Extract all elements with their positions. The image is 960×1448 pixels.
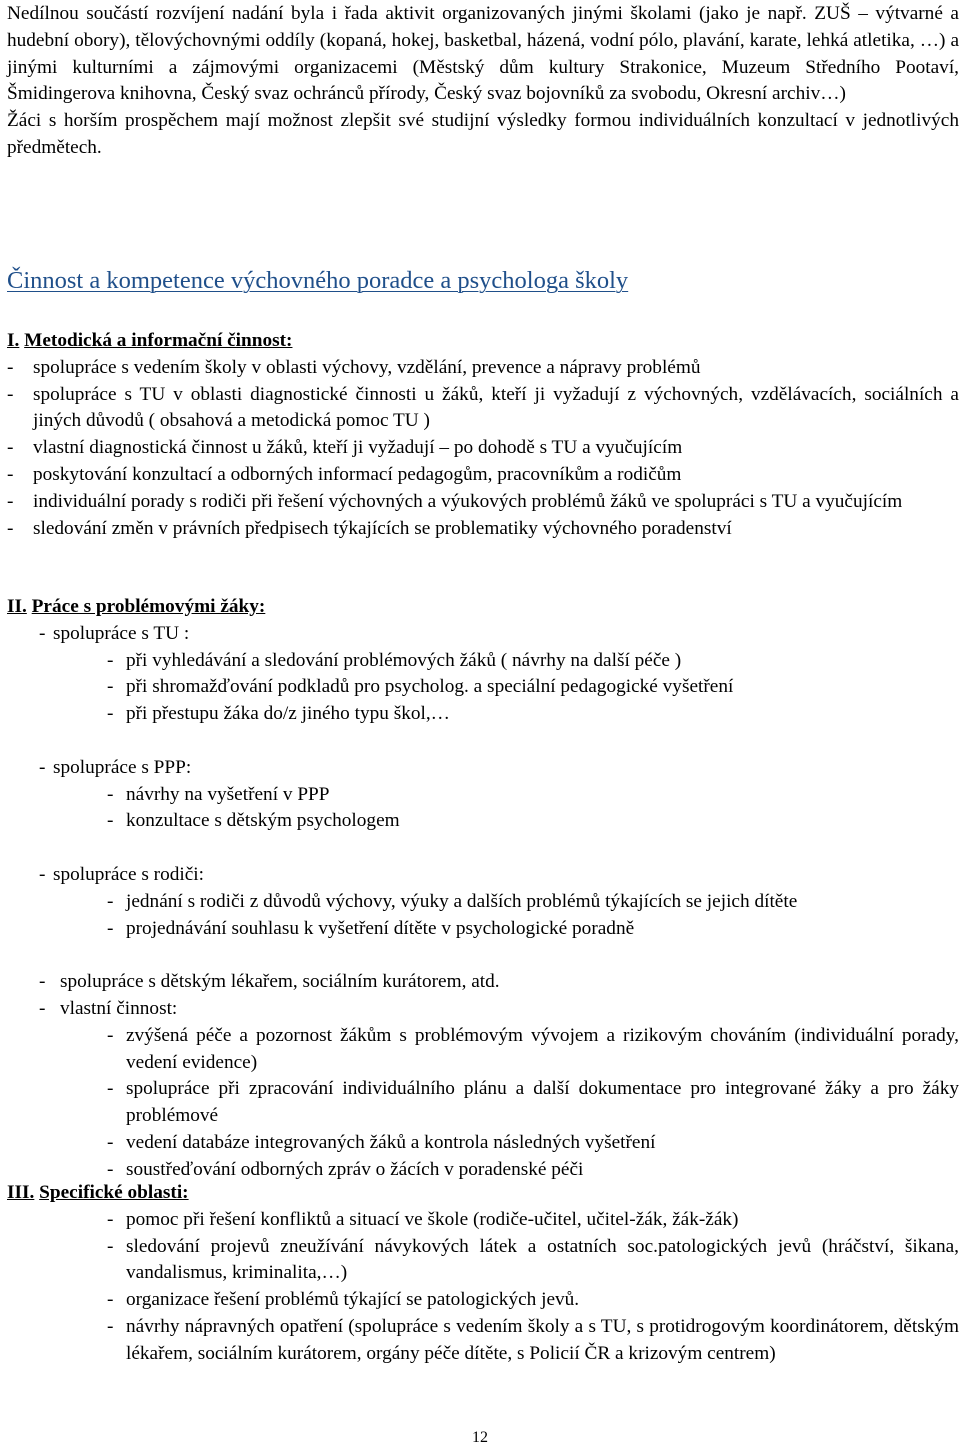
section-problem-pupils [7,594,959,1184]
section-heading: Činnost a kompetence výchovného poradce a psychologa školy [7,267,629,294]
list-item-text: sledování projevů zneužívání návykových látek a ostatních soc.patologických jevů (hráčství, šikana, vandalismus, kriminalita,…) [126,1235,959,1284]
list-item-text: konzultace s dětským psychologem [126,810,400,832]
list-dash: - [107,810,114,832]
list-dash: - [107,917,114,939]
list-item [7,1234,959,1288]
group-label: spolupráce s rodiči: [53,863,204,885]
list-item [7,489,959,516]
list-dash: - [107,703,114,725]
list-item-text: při přestupu žáka do/z jiného typu škol,… [126,703,450,725]
list-item-text: návrhy nápravných opatření (spolupráce s vedením školy a s TU, s protidrogovým koordinátorem, dětským lékařem, sociálním kurátorem, orgány péče dítěte, s Policií ČR a krizovým centrem) [126,1315,959,1364]
list-item [7,916,959,943]
list-item-text: spolupráce při zpracování individuálního plánu a další dokumentace pro integrované žáky a pro žáky problémové [126,1078,959,1127]
section-title-text: Metodická a informační činnost: [24,330,293,351]
list-item-text: spolupráce s vedením školy v oblasti výchovy, vzdělání, prevence a nápravy problémů [33,356,701,378]
list-item [7,969,959,996]
list-item-text: návrhy na vyšetření v PPP [126,783,330,805]
list-dash: - [39,971,46,993]
group-label: vlastní činnost: [60,997,178,1019]
list-item [7,648,959,675]
list-item-text: spolupráce s TU v oblasti diagnostické činnosti u žáků, kteří ji vyžadují z výchovných, vzdělávacích, sociálních a jiných důvodů ( obsahová a metodická pomoc TU ) [33,383,959,432]
spacer [7,728,959,755]
list-item-text: projednávání souhlasu k vyšetření dítěte v psychologické poradně [126,917,635,939]
list-dash: - [107,1158,114,1180]
list-dash: - [107,649,114,671]
section-title-text: Specifické oblasti: [39,1182,189,1203]
group-cooperation-tu [7,621,959,728]
list-dash: - [107,1131,114,1153]
list-dash: - [107,783,114,805]
list-item-text: vedení databáze integrovaných žáků a kontrola následných vyšetření [126,1131,656,1153]
list-item-text: spolupráce s dětským lékařem, sociálním kurátorem, atd. [60,971,500,993]
list-item [7,462,959,489]
section-title-methodical [7,328,959,355]
list-dash: - [107,1235,114,1257]
list-item [7,808,959,835]
list-item-text: při vyhledávání a sledování problémových žáků ( návrhy na další péče ) [126,649,682,671]
list-item-text: poskytování konzultací a odborných informací pedagogům, pracovníkům a rodičům [33,463,682,485]
list-item [7,782,959,809]
list-item-text: sledování změn v právních předpisech týkajících se problematiky výchovného poradenství [33,517,732,539]
section-number: III. [7,1182,35,1203]
list-dash: - [7,437,14,459]
list-dash: - [7,463,14,485]
list-item [7,1076,959,1130]
list-item [7,1287,959,1314]
group-label-row [7,755,959,782]
group-cooperation-ppp [7,755,959,835]
list-item [7,1023,959,1077]
list-dash: - [107,1078,114,1100]
intro-paragraph-consultations: Žáci s horším prospěchem mají možnost zlepšit své studijní výsledky formou individuálních konzultací v jednotlivých předmětech. [7,110,959,158]
list-dash: - [7,517,14,539]
spacer [7,942,959,969]
list-dash: - [7,490,14,512]
section-title-text: Práce s problémovými žáky: [31,596,266,617]
list-dash: - [7,356,14,378]
spacer [7,835,959,862]
list-dash: - [107,1289,114,1311]
group-label: spolupráce s PPP: [53,756,192,778]
list-item [7,435,959,462]
list-item [7,674,959,701]
group-label-row [7,862,959,889]
list-dash: - [107,1315,114,1337]
list-item [7,382,959,436]
intro-paragraph-activities: Nedílnou součástí rozvíjení nadání byla i řada aktivit organizovaných jinými školami (jako je např. ZUŠ – výtvarné a hudební obory), tělovýchovnými oddíly (kopaná, hokej, basketbal, házená, vodní pólo, plavání, karate, lehká atletika, …) a jinými kulturními a zájmovými organizacemi (Městský dům kultury Strakonice, Muzeum Středního Pootaví, Šmidingerova knihovna, Český svaz ochránců přírody, Český svaz bojovníků za svobodu, Okresní archiv…) [7,3,959,105]
list-dash: - [39,622,46,644]
list-item-text: organizace řešení problémů týkající se patologických jevů. [126,1289,580,1311]
list-dash: - [107,890,114,912]
list-item [7,701,959,728]
group-label-row [7,621,959,648]
list-item [7,355,959,382]
section-title-problem-pupils [7,594,959,621]
section-specific-areas [7,1180,959,1368]
list-dash: - [39,756,46,778]
group-cooperation-parents [7,862,959,942]
section-number: I. [7,330,20,351]
list-item-text: soustřeďování odborných zpráv o žácích v poradenské péči [126,1158,584,1180]
group-label-row [7,996,959,1023]
list-dash: - [107,676,114,698]
group-label: spolupráce s TU : [53,622,190,644]
list-item [7,1130,959,1157]
list-dash: - [39,997,46,1019]
list-item [7,516,959,543]
list-dash: - [107,1024,114,1046]
list-item [7,1314,959,1368]
list-dash: - [107,1208,114,1230]
list-item-text: individuální porady s rodiči při řešení výchovných a výukových problémů žáků ve spolupráci s TU a vyučujícím [33,490,903,512]
list-item-text: při shromažďování podkladů pro psycholog. a speciální pedagogické vyšetření [126,676,734,698]
list-dash: - [7,383,14,405]
intro-block [7,1,959,162]
section-methodical [7,328,959,542]
list-item-text: zvýšená péče a pozornost žákům s problémovým vývojem a rizikovým chováním (individuální porady, vedení evidence) [126,1024,959,1073]
list-dash: - [39,863,46,885]
section-number: II. [7,596,27,617]
list-item-text: jednání s rodiči z důvodů výchovy, výuky a dalších problémů týkajících se jejich dítěte [126,890,798,912]
list-item-text: vlastní diagnostická činnost u žáků, kteří ji vyžadují – po dohodě s TU a vyučujícím [33,437,683,459]
list-item-text: pomoc při řešení konfliktů a situací ve škole (rodiče-učitel, učitel-žák, žák-žák) [126,1208,739,1230]
list-item [7,1207,959,1234]
section-title-specific-areas [7,1180,959,1207]
list-item [7,889,959,916]
page-number: 12 [472,1429,488,1446]
